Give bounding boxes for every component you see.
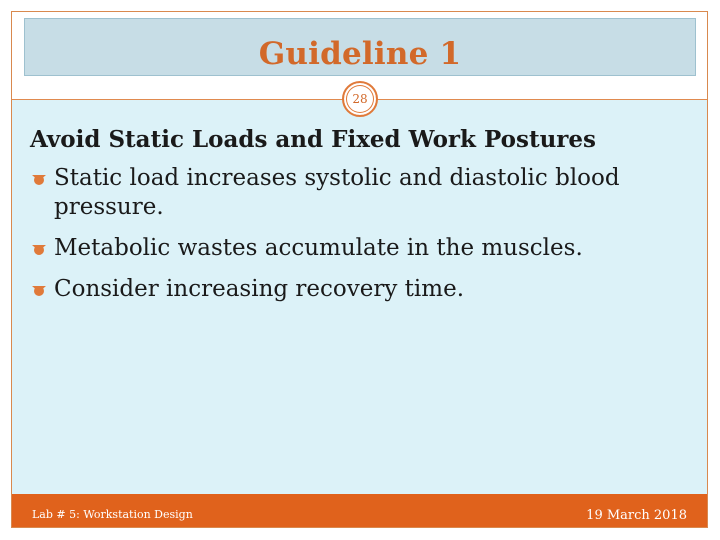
slide-title: Guideline 1 xyxy=(258,36,462,72)
footer-date: 19 March 2018 xyxy=(586,508,687,523)
footer-course-label: Lab # 5: Workstation Design xyxy=(32,508,193,521)
bullet-item xyxy=(30,164,690,222)
page-number: 28 xyxy=(352,92,368,106)
bullet-item xyxy=(30,234,690,263)
bullet-icon xyxy=(32,175,46,181)
bullet-icon xyxy=(32,245,46,251)
bullet-item xyxy=(30,275,690,304)
bullet-list xyxy=(30,164,690,316)
slide-subtitle: Avoid Static Loads and Fixed Work Postures xyxy=(30,126,596,153)
bullet-text: Metabolic wastes accumulate in the muscles. xyxy=(54,235,583,261)
footer-bar xyxy=(12,494,707,527)
title-bar xyxy=(24,18,696,76)
content-area xyxy=(12,100,707,494)
bullet-text: Consider increasing recovery time. xyxy=(54,276,465,302)
page-number-badge xyxy=(342,81,378,117)
bullet-text: Static load increases systolic and diastolic blood pressure. xyxy=(54,165,620,220)
bullet-icon xyxy=(32,286,46,292)
